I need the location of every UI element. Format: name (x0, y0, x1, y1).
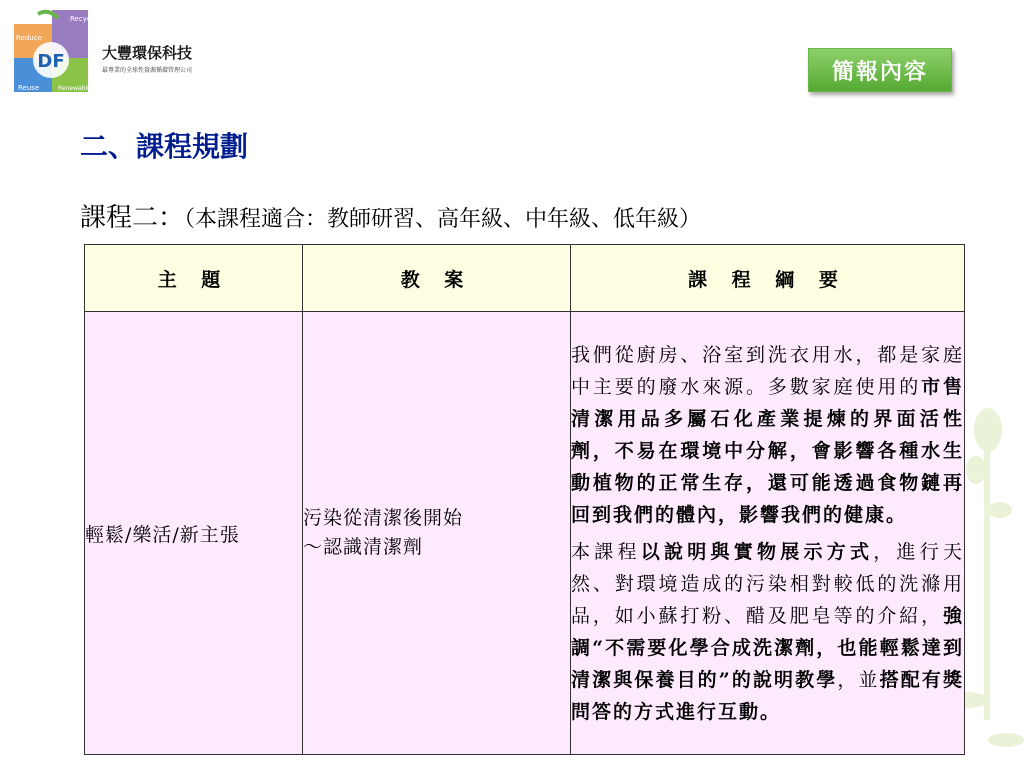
lesson-plan-line-2: ～認識清潔劑 (303, 536, 424, 558)
badge-initials: DF (37, 51, 65, 72)
outline-p2-emphasis-d: 強調“不需要化學合成洗潔劑，也能輕鬆達到清潔與保養目的”的說明教學 (571, 604, 964, 691)
topic-cell: 輕鬆/樂活/新主張 (85, 312, 303, 755)
badge-renewable-label: Renewable (58, 85, 91, 92)
outline-paragraph-1 (571, 339, 964, 531)
badge-reuse-label: Reuse (18, 84, 40, 92)
company-logo (14, 10, 204, 96)
table-row (85, 312, 965, 755)
outline-p1-text: 我們從廚房、浴室到洗衣用水，都是家庭中主要的廢水來源。多數家庭使用的 (571, 343, 964, 398)
section-title: 二、課程規劃 (80, 130, 249, 163)
outline-p2-text-e: ，並 (837, 668, 880, 691)
outline-p1-emphasis: 市售清潔用品多屬石化產業提煉的界面活性劑，不易在環境中分解，會影響各種水生動植物的正常生存，還可能透過食物鏈再回到我們的體內，影響我們的健康。 (571, 375, 964, 526)
course-audience: （本課程適合：教師研習、高年級、中年級、低年級） (184, 207, 702, 232)
course-label: 課程二： (80, 203, 185, 233)
lesson-plan-cell (303, 312, 571, 755)
header-lesson-plan: 教 案 (303, 245, 571, 312)
outline-paragraph-2 (571, 536, 964, 728)
outline-p2-text-a: 本課程 (571, 540, 641, 563)
course-outline-table (84, 244, 965, 755)
course-heading (80, 197, 701, 234)
recycle-badge-icon (14, 10, 97, 94)
company-name: 大豐環保科技 (102, 44, 193, 62)
header-course-outline: 課 程 綱 要 (571, 245, 965, 312)
brief-contents-button[interactable]: 簡報內容 (808, 48, 952, 92)
outline-p2-text-c: ，進行天然、對環境造成的污染相對較低的洗滌用品，如小蘇打粉、醋及肥皂等的介紹， (571, 540, 964, 627)
badge-reduce-label: Reduce (16, 34, 42, 42)
outline-p2-emphasis-f: 搭配有獎問答的方式進行互動。 (571, 668, 964, 723)
course-outline-cell (571, 312, 965, 755)
outline-p2-emphasis-b: 以說明與實物展示方式 (640, 540, 874, 563)
company-tagline: 最專業的全球性資源循環管理公司 (102, 67, 193, 74)
lesson-plan-line-1: 污染從清潔後開始 (303, 507, 464, 529)
badge-recycle-label: Recycle (70, 15, 97, 23)
table-header-row (85, 245, 965, 312)
header-topic: 主 題 (85, 245, 303, 312)
